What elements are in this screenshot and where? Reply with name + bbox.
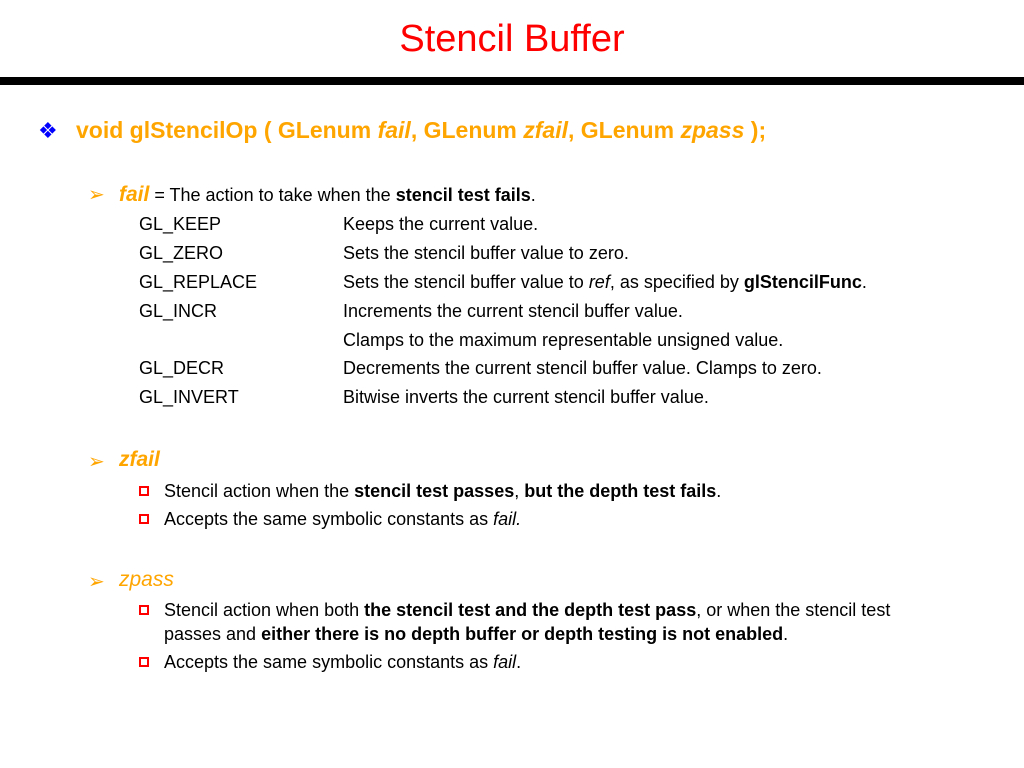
- zpass-heading: zpass: [119, 568, 174, 591]
- zfail-item-2: [164, 509, 521, 530]
- zpass-item-2-prefix: Accepts the same symbolic constants as: [164, 652, 494, 672]
- const-name-replace: GL_REPLACE: [139, 272, 258, 292]
- const-desc-keep: Keeps the current value.: [343, 214, 539, 234]
- zpass-item-2: [164, 652, 521, 673]
- replace-desc-italic: ref: [588, 272, 610, 292]
- fail-heading: [119, 183, 536, 207]
- signature-arg-zfail: zfail: [523, 117, 568, 143]
- const-name-invert: GL_INVERT: [139, 387, 239, 407]
- signature-arg-zpass: zpass: [680, 117, 745, 143]
- fail-desc-suffix: .: [530, 185, 536, 205]
- const-name-decr: GL_DECR: [139, 358, 225, 378]
- zfail-item-1-bold2: but the depth test fails: [524, 481, 717, 501]
- zfail-item-1-mid: ,: [514, 481, 525, 501]
- signature-arg-fail: fail: [377, 117, 411, 143]
- zfail-heading: zfail: [119, 448, 160, 471]
- zfail-item-1-prefix: Stencil action when the: [164, 481, 355, 501]
- slide-title: Stencil Buffer: [399, 18, 625, 60]
- diamond-cluster-icon: ❖: [38, 118, 58, 143]
- replace-desc-mid: , as specified by: [609, 272, 744, 292]
- zfail-item-1: [164, 481, 721, 502]
- arrow-bullet-icon: ➢: [88, 451, 105, 473]
- zpass-item-1-suffix: .: [783, 624, 789, 644]
- zpass-item-1-line1: [164, 600, 890, 621]
- signature-suffix: );: [744, 117, 767, 143]
- const-name-incr: GL_INCR: [139, 301, 218, 321]
- zpass-item-1-line2-prefix: passes and: [164, 624, 262, 644]
- signature-prefix: void glStencilOp ( GLenum: [76, 117, 378, 143]
- zfail-item-2-italic: fail.: [493, 509, 522, 529]
- zfail-item-1-suffix: .: [716, 481, 722, 501]
- zfail-item-1-bold1: stencil test passes: [354, 481, 515, 501]
- zpass-item-1-bold1: the stencil test and the depth test pass: [364, 600, 697, 620]
- function-signature: [76, 117, 766, 144]
- const-desc-incr: Increments the current stencil buffer value.: [343, 301, 683, 321]
- zpass-item-2-suffix: .: [516, 652, 522, 672]
- title-divider: [0, 77, 1024, 85]
- checkbox-bullet-icon: [139, 486, 149, 496]
- fail-param-name: fail: [119, 183, 150, 206]
- checkbox-bullet-icon: [139, 605, 149, 615]
- signature-sep2: , GLenum: [568, 117, 681, 143]
- fail-desc-bold: stencil test fails: [395, 185, 531, 205]
- const-desc-incr-2: Clamps to the maximum representable unsigned value.: [343, 330, 784, 350]
- checkbox-bullet-icon: [139, 657, 149, 667]
- const-name-keep: GL_KEEP: [139, 214, 222, 234]
- const-desc-zero: Sets the stencil buffer value to zero.: [343, 243, 629, 263]
- signature-sep1: , GLenum: [410, 117, 524, 143]
- const-name-zero: GL_ZERO: [139, 243, 224, 263]
- const-desc-invert: Bitwise inverts the current stencil buffer value.: [343, 387, 709, 407]
- zpass-item-1-mid: , or when the stencil test: [696, 600, 891, 620]
- replace-desc-suffix: .: [861, 272, 867, 292]
- arrow-bullet-icon: ➢: [88, 571, 105, 593]
- fail-desc-prefix: = The action to take when the: [149, 185, 396, 205]
- zpass-item-2-italic: fail: [493, 652, 517, 672]
- arrow-bullet-icon: ➢: [88, 184, 105, 206]
- zpass-item-1-line2: [164, 624, 788, 645]
- replace-desc-bold: glStencilFunc: [743, 272, 862, 292]
- const-desc-replace: [343, 272, 867, 293]
- zpass-item-1-prefix: Stencil action when both: [164, 600, 365, 620]
- checkbox-bullet-icon: [139, 514, 149, 524]
- zfail-item-2-prefix: Accepts the same symbolic constants as: [164, 509, 494, 529]
- const-desc-decr: Decrements the current stencil buffer value. Clamps to zero.: [343, 358, 822, 378]
- zpass-item-1-bold2: either there is no depth buffer or depth testing is not enabled: [261, 624, 784, 644]
- replace-desc-prefix: Sets the stencil buffer value to: [343, 272, 589, 292]
